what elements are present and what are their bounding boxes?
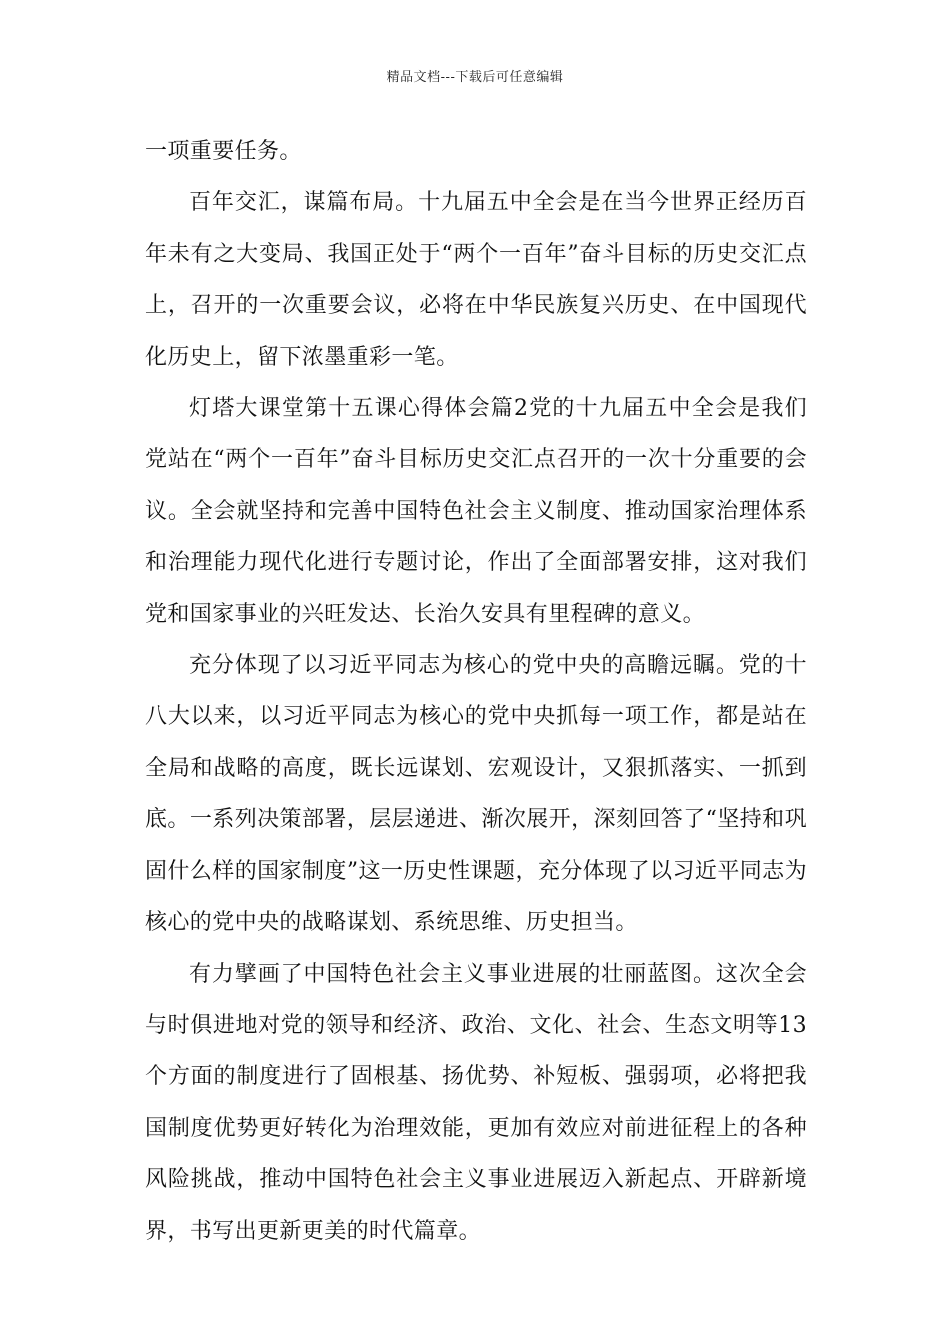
document-body	[145, 126, 807, 1257]
page-header: 精品文档---下载后可任意编辑	[386, 70, 564, 85]
paragraph: 一项重要任务。	[145, 139, 302, 164]
paragraph: 灯塔大课堂第十五课心得体会篇2党的十九届五中全会是我们党站在“两个一百年”奋斗目标历史交汇点召开的一次十分重要的会议。全会就坚持和完善中国特色社会主义制度、推动国家治理体系和治理能力现代化进行专题讨论，作出了全面部署安排，这对我们党和国家事业的兴旺发达、长治久安具有里程碑的意义。	[145, 396, 807, 627]
paragraph: 充分体现了以习近平同志为核心的党中央的高瞻远瞩。党的十八大以来，以习近平同志为核心的党中央抓每一项工作，都是站在全局和战略的高度，既长远谋划、宏观设计，又狠抓落实、一抓到底。一系列决策部署，层层递进、渐次展开，深刻回答了“坚持和巩固什么样的国家制度”这一历史性课题，充分体现了以习近平同志为核心的党中央的战略谋划、系统思维、历史担当。	[145, 653, 807, 936]
paragraph: 百年交汇，谋篇布局。十九届五中全会是在当今世界正经历百年未有之大变局、我国正处于“两个一百年”奋斗目标的历史交汇点上，召开的一次重要会议，必将在中华民族复兴历史、在中国现代化历史上，留下浓墨重彩一笔。	[145, 190, 807, 370]
paragraph: 有力擘画了中国特色社会主义事业进展的壮丽蓝图。这次全会与时俱进地对党的领导和经济、政治、文化、社会、生态文明等13个方面的制度进行了固根基、扬优势、补短板、强弱项，必将把我国制度优势更好转化为治理效能，更加有效应对前进征程上的各种风险挑战，推动中国特色社会主义事业进展迈入新起点、开辟新境界，书写出更新更美的时代篇章。	[145, 961, 807, 1244]
